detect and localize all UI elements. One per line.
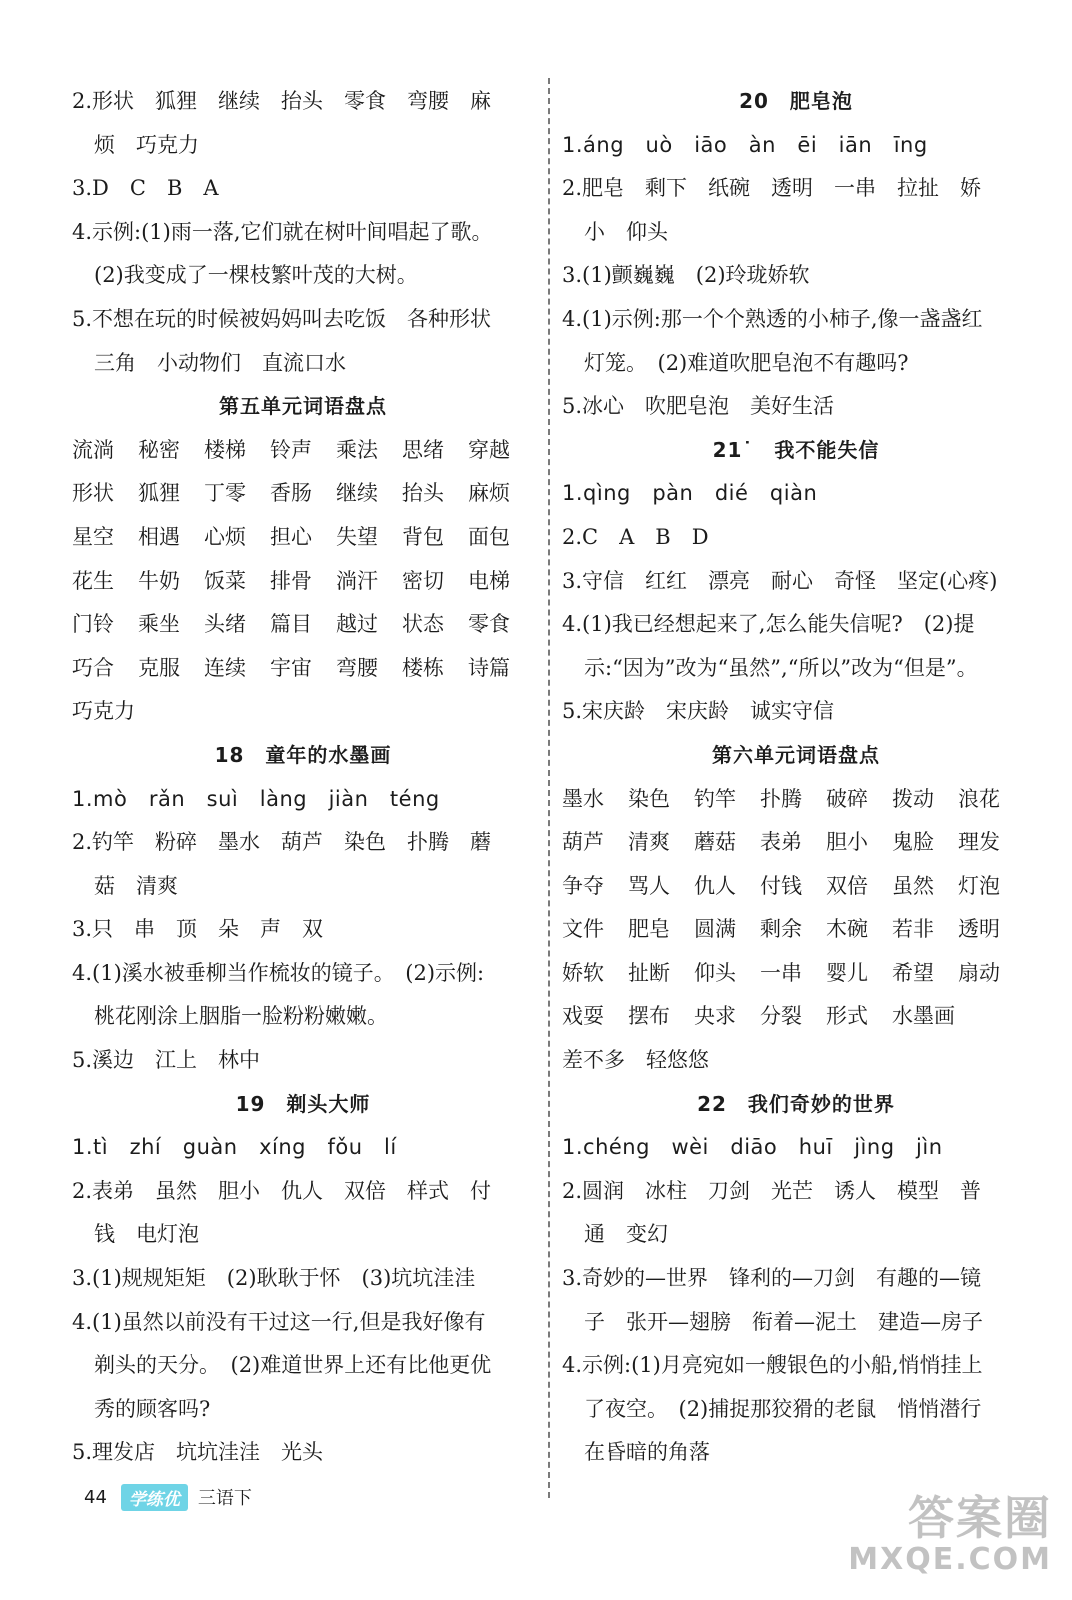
- page-number: 44: [84, 1486, 107, 1508]
- word: 诗篇: [468, 655, 510, 680]
- word: 扯断: [628, 960, 670, 985]
- word: 星空: [72, 524, 114, 549]
- word: 思绪: [402, 437, 444, 462]
- word: 抬头: [402, 481, 444, 506]
- word: 失望: [336, 524, 378, 549]
- word: 表弟: [760, 830, 802, 855]
- word: 宇宙: [270, 655, 312, 680]
- word: 克服: [138, 655, 180, 680]
- word-row: [72, 560, 534, 604]
- section-heading: 21˙ 我不能失信: [712, 437, 880, 462]
- answer-line: 3.奇妙的—世界 锋利的—刀剑 有趣的—镜: [562, 1266, 982, 1291]
- answer-line: 2.C A B D: [562, 524, 709, 549]
- word-row: [562, 995, 1030, 1039]
- word: 圆满: [694, 917, 736, 942]
- answer-line: 2.表弟 虽然 胆小 仇人 双倍 样式 付: [72, 1178, 492, 1203]
- word: 染色: [628, 786, 670, 811]
- word: 麻烦: [468, 481, 510, 506]
- word: 摆布: [628, 1004, 670, 1029]
- word: 流淌: [72, 437, 114, 462]
- answer-line: 2.形状 狐狸 继续 抬头 零食 弯腰 麻: [72, 89, 492, 113]
- word: 清爽: [628, 830, 670, 855]
- word: 钓竿: [694, 786, 736, 811]
- word: 若非: [892, 917, 934, 942]
- word-row: [562, 908, 1030, 952]
- answer-continuation: 子 张开—翅膀 衔着—泥土 建造—房子: [584, 1309, 983, 1334]
- word: 弯腰: [336, 655, 378, 680]
- answer-line: 1.tì zhí guàn xíng fǒu lí: [72, 1135, 397, 1160]
- answer-continuation: 在昏暗的角落: [584, 1440, 710, 1465]
- answer-line: 5.宋庆龄 宋庆龄 诚实守信: [562, 699, 835, 724]
- answer-line: 1.mò rǎn suì làng jiàn téng: [72, 786, 440, 811]
- answer-line: 5.不想在玩的时候被妈妈叫去吃饭 各种形状: [72, 306, 492, 331]
- brand-logo: 学练优: [121, 1484, 188, 1511]
- word: 秘密: [138, 437, 180, 462]
- word: 水墨画: [892, 1004, 955, 1029]
- word: 淌汗: [336, 568, 378, 593]
- word: 拨动: [892, 786, 934, 811]
- word: 担心: [270, 524, 312, 549]
- word: 蘑菇: [694, 830, 736, 855]
- watermark: [848, 1492, 1052, 1576]
- word: 双倍: [826, 873, 868, 898]
- answer-line: 2.钓竿 粉碎 墨水 葫芦 染色 扑腾 蘑: [72, 830, 492, 855]
- word: 希望: [892, 960, 934, 985]
- word: 形状: [72, 481, 114, 506]
- word: 剩余: [760, 917, 802, 942]
- word: 葫芦: [562, 830, 604, 855]
- word-row: [562, 865, 1030, 909]
- answer-line: 4.(1)我已经想起来了,怎么能失信呢? (2)提: [562, 612, 975, 637]
- word: 楼栋: [402, 655, 444, 680]
- word: 密切: [402, 568, 444, 593]
- answer-continuation: (2)我变成了一棵枝繁叶茂的大树。: [94, 263, 418, 288]
- left-column: [72, 80, 534, 1475]
- word: 越过: [336, 612, 378, 637]
- word: 浪花: [958, 786, 1000, 811]
- answer-line: 2.圆润 冰柱 刀剑 光芒 诱人 模型 普: [562, 1178, 982, 1203]
- answer-line: 2.肥皂 剩下 纸碗 透明 一串 拉扯 娇: [562, 176, 982, 201]
- word: 花生: [72, 568, 114, 593]
- word: 电梯: [468, 568, 510, 593]
- answer-line: 巧克力: [72, 699, 135, 724]
- word: 连续: [204, 655, 246, 680]
- word-row: [72, 472, 534, 516]
- word: 相遇: [138, 524, 180, 549]
- answer-line: 差不多 轻悠悠: [562, 1048, 709, 1073]
- word: 分裂: [760, 1004, 802, 1029]
- word: 胆小: [826, 830, 868, 855]
- word: 破碎: [826, 786, 868, 811]
- page-footer: [84, 1484, 252, 1510]
- word: 付钱: [760, 873, 802, 898]
- word: 香肠: [270, 481, 312, 506]
- section-heading: 18 童年的水墨画: [214, 742, 392, 767]
- word: 穿越: [468, 437, 510, 462]
- word: 扇动: [958, 960, 1000, 985]
- word: 丁零: [204, 481, 246, 506]
- word: 墨水: [562, 786, 604, 811]
- word: 仇人: [694, 873, 736, 898]
- section-heading: 20 肥皂泡: [739, 89, 853, 113]
- answer-line: 3.守信 红红 漂亮 耐心 奇怪 坚定(心疼): [562, 568, 998, 593]
- word: 乘法: [336, 437, 378, 462]
- word: 门铃: [72, 612, 114, 637]
- word: 虽然: [892, 873, 934, 898]
- word: 饭菜: [204, 568, 246, 593]
- answer-line: 5.溪边 江上 林中: [72, 1048, 261, 1073]
- word: 铃声: [270, 437, 312, 462]
- word-row: [562, 952, 1030, 996]
- section-heading: 第六单元词语盘点: [712, 742, 880, 767]
- word-row: [562, 821, 1030, 865]
- word: 理发: [958, 830, 1000, 855]
- answer-continuation: 三角 小动物们 直流口水: [94, 350, 346, 375]
- answer-line: 5.理发店 坑坑洼洼 光头: [72, 1440, 324, 1465]
- answer-continuation: 剃头的天分。 (2)难道世界上还有比他更优: [94, 1353, 492, 1378]
- answer-continuation: 菇 清爽: [94, 873, 178, 898]
- word: 心烦: [204, 524, 246, 549]
- word-row: [562, 778, 1030, 822]
- answer-line: 3.(1)规规矩矩 (2)耿耿于怀 (3)坑坑洼洼: [72, 1266, 476, 1291]
- answer-line: 1.áng uò iāo àn ēi iān īng: [562, 132, 928, 157]
- answer-line: 1.chéng wèi diāo huī jìng jìn: [562, 1135, 943, 1160]
- answer-continuation: 桃花刚涂上胭脂一脸粉粉嫩嫩。: [94, 1004, 388, 1029]
- word: 状态: [402, 612, 444, 637]
- word-row: [72, 603, 534, 647]
- word: 一串: [760, 960, 802, 985]
- word: 央求: [694, 1004, 736, 1029]
- word: 戏耍: [562, 1004, 604, 1029]
- answer-line: 4.(1)虽然以前没有干过这一行,但是我好像有: [72, 1309, 486, 1334]
- answer-line: 4.(1)示例:那一个个熟透的小柿子,像一盏盏红: [562, 306, 983, 331]
- word: 面包: [468, 524, 510, 549]
- answer-line: 1.qìng pàn dié qiàn: [562, 481, 818, 506]
- answer-continuation: 秀的顾客吗?: [94, 1396, 211, 1421]
- watermark-site: MXQE.COM: [848, 1542, 1052, 1577]
- word: 仰头: [694, 960, 736, 985]
- answer-continuation: 通 变幻: [584, 1222, 668, 1247]
- answer-line: 4.示例:(1)雨一落,它们就在树叶间唱起了歌。: [72, 219, 493, 244]
- word: 头绪: [204, 612, 246, 637]
- word: 楼梯: [204, 437, 246, 462]
- word: 骂人: [628, 873, 670, 898]
- answer-continuation: 灯笼。 (2)难道吹肥皂泡不有趣吗?: [584, 350, 909, 375]
- word-row: [72, 429, 534, 473]
- answer-line: 3.只 串 顶 朵 声 双: [72, 917, 324, 942]
- word: 乘坐: [138, 612, 180, 637]
- subject-label: 三语下: [197, 1488, 252, 1509]
- word-row: [72, 516, 534, 560]
- answer-continuation: 小 仰头: [584, 219, 668, 244]
- right-column: [562, 80, 1030, 1475]
- word: 争夺: [562, 873, 604, 898]
- answer-line: 4.示例:(1)月亮宛如一艘银色的小船,悄悄挂上: [562, 1353, 983, 1378]
- column-divider: [548, 78, 550, 1498]
- section-heading: 22 我们奇妙的世界: [697, 1091, 895, 1116]
- answer-continuation: 示:“因为”改为“虽然”,“所以”改为“但是”。: [584, 655, 978, 680]
- word-row: [72, 647, 534, 691]
- word: 背包: [402, 524, 444, 549]
- word: 鬼脸: [892, 830, 934, 855]
- watermark-logo: 答案圈: [908, 1491, 1052, 1545]
- answer-continuation: 钱 电灯泡: [94, 1222, 199, 1247]
- section-heading: 19 剃头大师: [235, 1091, 371, 1116]
- word: 零食: [468, 612, 510, 637]
- word: 排骨: [270, 568, 312, 593]
- word: 形式: [826, 1004, 868, 1029]
- word: 扑腾: [760, 786, 802, 811]
- word: 继续: [336, 481, 378, 506]
- word: 灯泡: [958, 873, 1000, 898]
- word: 木碗: [826, 917, 868, 942]
- answer-line: 5.冰心 吹肥皂泡 美好生活: [562, 394, 835, 419]
- word: 牛奶: [138, 568, 180, 593]
- word: 狐狸: [138, 481, 180, 506]
- word: 婴儿: [826, 960, 868, 985]
- answer-line: 3.(1)颤巍巍 (2)玲珑娇软: [562, 263, 810, 288]
- answer-line: 3.D C B A: [72, 176, 219, 201]
- word: 娇软: [562, 960, 604, 985]
- answer-continuation: 了夜空。 (2)捕捉那狡猾的老鼠 悄悄潜行: [584, 1396, 982, 1421]
- answer-continuation: 烦 巧克力: [94, 132, 199, 157]
- word: 肥皂: [628, 917, 670, 942]
- word: 巧合: [72, 655, 114, 680]
- word: 文件: [562, 917, 604, 942]
- word: 篇目: [270, 612, 312, 637]
- answer-line: 4.(1)溪水被垂柳当作梳妆的镜子。 (2)示例:: [72, 960, 485, 985]
- word: 透明: [958, 917, 1000, 942]
- section-heading: 第五单元词语盘点: [219, 394, 387, 419]
